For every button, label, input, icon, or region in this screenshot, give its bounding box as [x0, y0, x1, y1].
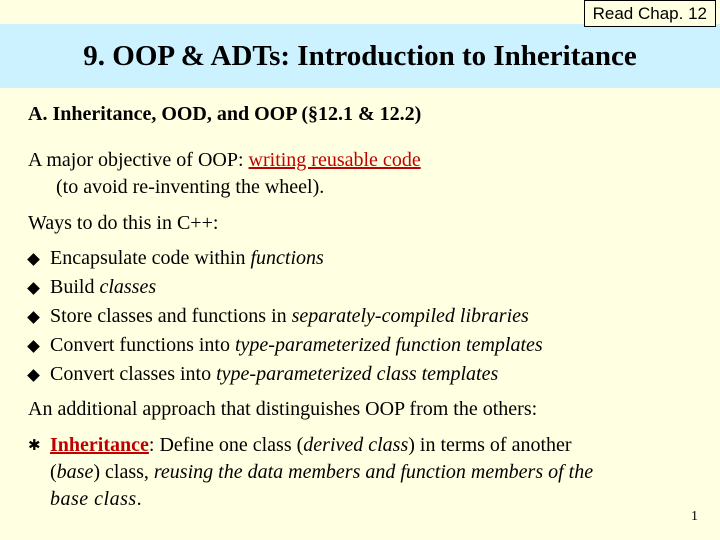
diamond-bullet-icon [27, 311, 40, 324]
diamond-bullet-icon [27, 253, 40, 266]
list-item-text: Convert functions into [50, 334, 235, 356]
objective-prefix: A major objective of OOP: [28, 149, 249, 171]
diamond-bullet-icon [27, 369, 40, 382]
inheritance-text: ) class, [93, 461, 154, 483]
inheritance-line-3 [50, 486, 710, 513]
inheritance-definition [50, 432, 710, 513]
derived-class-term: derived class [303, 434, 409, 456]
diamond-bullet-icon [27, 282, 40, 295]
inheritance-text: ( [50, 461, 57, 483]
list-item-emphasis: type-parameterized class templates [216, 363, 499, 385]
list-item-emphasis: classes [99, 276, 157, 298]
list-item-text: Build [50, 276, 100, 298]
additional-approach: An additional approach that distinguishes OOP from the others: [28, 398, 538, 420]
inheritance-line-2 [50, 459, 710, 486]
base-class-term: base class [50, 488, 137, 510]
read-chapter-tag: Read Chap. 12 [584, 0, 716, 27]
list-item [28, 331, 543, 360]
inheritance-text: ) in terms of another [408, 434, 572, 456]
list-item-emphasis: type-parameterized function templates [234, 334, 543, 356]
ways-intro: Ways to do this in C++: [28, 212, 219, 234]
list-item-text: Convert classes into [50, 363, 217, 385]
list-item [28, 273, 543, 302]
inheritance-text: : Define one class ( [148, 434, 304, 456]
list-item [28, 360, 543, 389]
objective-continuation: (to avoid re-inventing the wheel). [56, 176, 325, 198]
inheritance-term: Inheritance [50, 434, 149, 456]
list-item-text: Encapsulate code within [50, 247, 251, 269]
page-number: 1 [691, 509, 698, 524]
base-term: base [56, 461, 94, 483]
ways-list [28, 244, 543, 389]
slide-title: 9. OOP & ADTs: Introduction to Inheritance [83, 40, 637, 72]
list-item-text: Store classes and functions in [50, 305, 292, 327]
list-item [28, 302, 543, 331]
objective-highlight: writing reusable code [248, 149, 421, 171]
list-item-emphasis: functions [250, 247, 324, 269]
diamond-bullet-icon [27, 340, 40, 353]
inheritance-italic-text: reusing the data members and function members of the [153, 461, 594, 483]
list-item [28, 244, 543, 273]
objective-line [28, 147, 421, 174]
section-heading: A. Inheritance, OOD, and OOP (§12.1 & 12.2) [28, 103, 422, 125]
list-item-emphasis: separately-compiled libraries [291, 305, 529, 327]
asterisk-bullet-icon: ✱ [28, 436, 41, 454]
inheritance-line-1 [50, 432, 710, 459]
inheritance-text: . [136, 488, 143, 510]
